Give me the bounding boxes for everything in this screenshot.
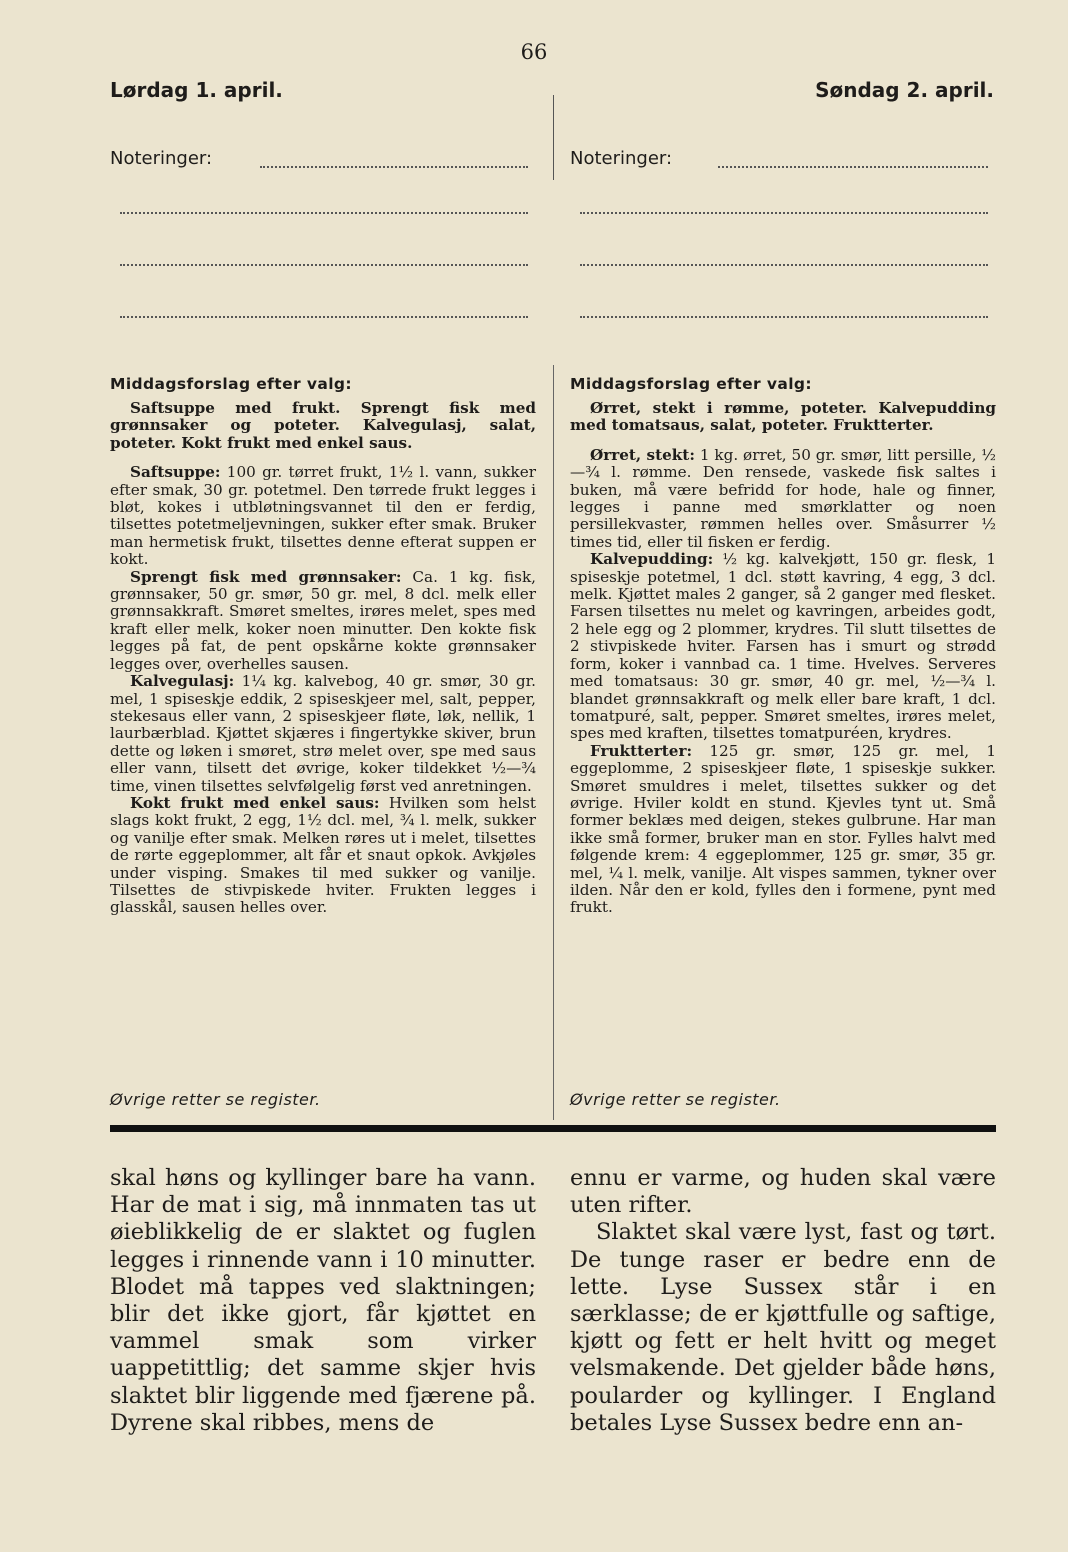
- column-divider-top: [553, 95, 554, 180]
- menu-heading-left: Middagsforslag efter valg:: [110, 375, 353, 393]
- body-text-left: [110, 1165, 536, 1437]
- page-number: 66: [520, 40, 548, 64]
- recipe-name: Kalvegulasj:: [130, 672, 235, 691]
- day-title-sunday: Søndag 2. april.: [815, 78, 994, 102]
- notes-line: [580, 212, 988, 214]
- recipe-saftsuppe: [110, 464, 536, 568]
- recipe-text: Hvilken som helst slags kokt frukt, 2 egg, 1½ dcl. mel, ¾ l. melk, sukker og vanilje efter smak. Melken røres ut i melet, tilsettes de rørte eggeplommer, alt får et snaut opkok. Avkjøles under visping. Smakes til med sukker og vanilje. Tilsettes de stivpiskede hviter. Frukten legges i glasskål, sausen helles over.: [110, 793, 537, 917]
- paragraph: skal høns og kyllinger bare ha vann. Har de mat i sig, må innmaten tas ut øieblikkelig de er slaktet og fuglen legges i rinnende vann i 10 minutter. Blodet må tappes ved slaktningen; blir det ikke gjort, får kjøttet en vammel smak som virker uappetittlig; det samme skjer hvis slaktet blir liggende med fjærene på. Dyrene skal ribbes, mens de: [110, 1165, 536, 1436]
- notes-line: [120, 264, 528, 266]
- notes-line: [580, 264, 988, 266]
- recipe-text: 100 gr. tørret frukt, 1½ l. vann, sukker efter smak, 30 gr. potetmel. Den tørrede frukt legges i bløt, kokes i utbløtningsvannet til den er ferdig, tilsettes potetmeljevningen, sukker efter smak. Bruker man hermetisk frukt, tilsettes denne efterat suppen er kokt.: [110, 463, 537, 569]
- recipe-text: 1¼ kg. kalvebog, 40 gr. smør, 30 gr. mel, 1 spiseskje eddik, 2 spiseskjeer mel, salt, pepper, stekesaus eller vann, 2 spiseskjeer fløte, løk, nellik, 1 laurbærblad. Kjøttet skjæres i fingertykke skiver, brun dette og løken i smøret, strø melet over, spe med saus eller vann, tilsett det øvrige, koker tildekket ½—¾ time, vinen tilsettes selvfølgelig først ved anretningen.: [110, 672, 537, 795]
- recipe-kalvepudding: [570, 551, 996, 742]
- recipe-name: Kalvepudding:: [590, 550, 714, 569]
- menu-suggestion: Ørret, stekt i rømme, poteter. Kalvepudding med tomatsaus, salat, poteter. Fruktterter.: [570, 399, 996, 435]
- notes-line: [120, 316, 528, 318]
- recipe-name: Ørret, stekt:: [590, 445, 695, 464]
- column-divider-recipes: [553, 365, 554, 1120]
- recipe-text: Ca. 1 kg. fisk, grønnsaker, 50 gr. smør, 50 gr. mel, 8 dcl. melk eller grønnsakkraft. Smøret smeltes, irøres melet, spes med kraft eller melk, koker noen minutter. Den kokte fisk legges på fat, de pent opskårne kokte grønnsaker legges over, overhelles sausen.: [110, 567, 537, 673]
- footer-note-right: Øvrige retter se register.: [570, 1090, 781, 1109]
- notes-label: Noteringer:: [570, 148, 673, 169]
- menu-heading-right: Middagsforslag efter valg:: [570, 375, 813, 393]
- paragraph: ennu er varme, og huden skal være uten rifter.: [570, 1165, 996, 1219]
- recipe-kalvegulasj: [110, 673, 536, 795]
- recipe-text: 125 gr. smør, 125 gr. mel, 1 eggeplomme, 2 spiseskjeer fløte, 1 spiseskje sukker. Smøret smuldres i melet, tilsettes sukker og det øvrige. Hviler koldt en stund. Kjevles tynt ut. Små former beklæs med deigen, stekes gulbrune. Har man ikke små former, bruker man en stor. Fylles halvt med følgende krem: 4 eggeplommer, 125 gr. smør, 35 gr. mel, ¼ l. melk, vanilje. Alt vispes sammen, tykner over ilden. Når den er kold, fylles den i formene, pynt med frukt.: [570, 741, 996, 917]
- recipe-sprengt-fisk: [110, 569, 536, 673]
- recipe-name: Saftsuppe:: [130, 463, 221, 482]
- recipe-fruktterter: [570, 743, 996, 917]
- notes-label: Noteringer:: [110, 148, 213, 169]
- paragraph: Slaktet skal være lyst, fast og tørt. De tunge raser er bedre enn de lette. Lyse Sussex står i en særklasse; de er kjøttfulle og saftige, kjøtt og fett er helt hvitt og meget velsmakende. Det gjelder både høns, poularder og kyllinger. I England betales Lyse Sussex bedre enn an-: [570, 1219, 996, 1436]
- recipe-name: Fruktterter:: [590, 741, 693, 760]
- recipe-orret: [570, 447, 996, 551]
- footer-note-left: Øvrige retter se register.: [110, 1090, 321, 1109]
- recipe-kokt-frukt: [110, 795, 536, 917]
- notes-line: [120, 212, 528, 214]
- body-text-right: [570, 1165, 996, 1437]
- recipe-name: Sprengt fisk med grønnsaker:: [130, 567, 402, 586]
- notes-line: [580, 316, 988, 318]
- menu-suggestion: Saftsuppe med frukt. Sprengt fisk med grønnsaker og poteter. Kalvegulasj, salat, poteter. Kokt frukt med enkel saus.: [110, 399, 536, 452]
- day-title-saturday: Lørdag 1. april.: [110, 78, 283, 102]
- recipe-text: 1 kg. ørret, 50 gr. smør, litt persille, ½—¾ l. rømme. Den rensede, vaskede fisk saltes i buken, må være befridd for hode, hale og finner, legges i panne med smørklatter og noen persillekvaster, rømmen helles over. Småsurrer ½ times tid, eller til fisken er ferdig.: [570, 445, 997, 551]
- recipes-right: [570, 400, 996, 917]
- recipes-left: [110, 400, 536, 917]
- recipe-name: Kokt frukt med enkel saus:: [130, 793, 380, 812]
- notes-line: [718, 166, 988, 168]
- notes-line: [260, 166, 528, 168]
- recipe-text: ½ kg. kalvekjøtt, 150 gr. flesk, 1 spiseskje potetmel, 1 dcl. støtt kavring, 4 egg, 3 dcl. melk. Kjøttet males 2 ganger, så 2 ganger med flesket. Farsen tilsettes nu melet og kavringen, arbeides godt, 2 hele egg og 2 plommer, krydres. Til slutt tilsettes de 2 stivpiskede hviter. Farsen has i smurt og strødd form, koker i vannbad ca. 1 time. Hvelves. Serveres med tomatsaus: 30 gr. smør, 40 gr. mel, ½—¾ l. blandet grønnsakkraft og melk eller bare kraft, 1 dcl. tomatpuré, salt, pepper. Smøret smeltes, irøres melet, spes med kraften, tilsettes tomatpuréen, krydres.: [570, 550, 996, 743]
- section-rule: [110, 1125, 996, 1132]
